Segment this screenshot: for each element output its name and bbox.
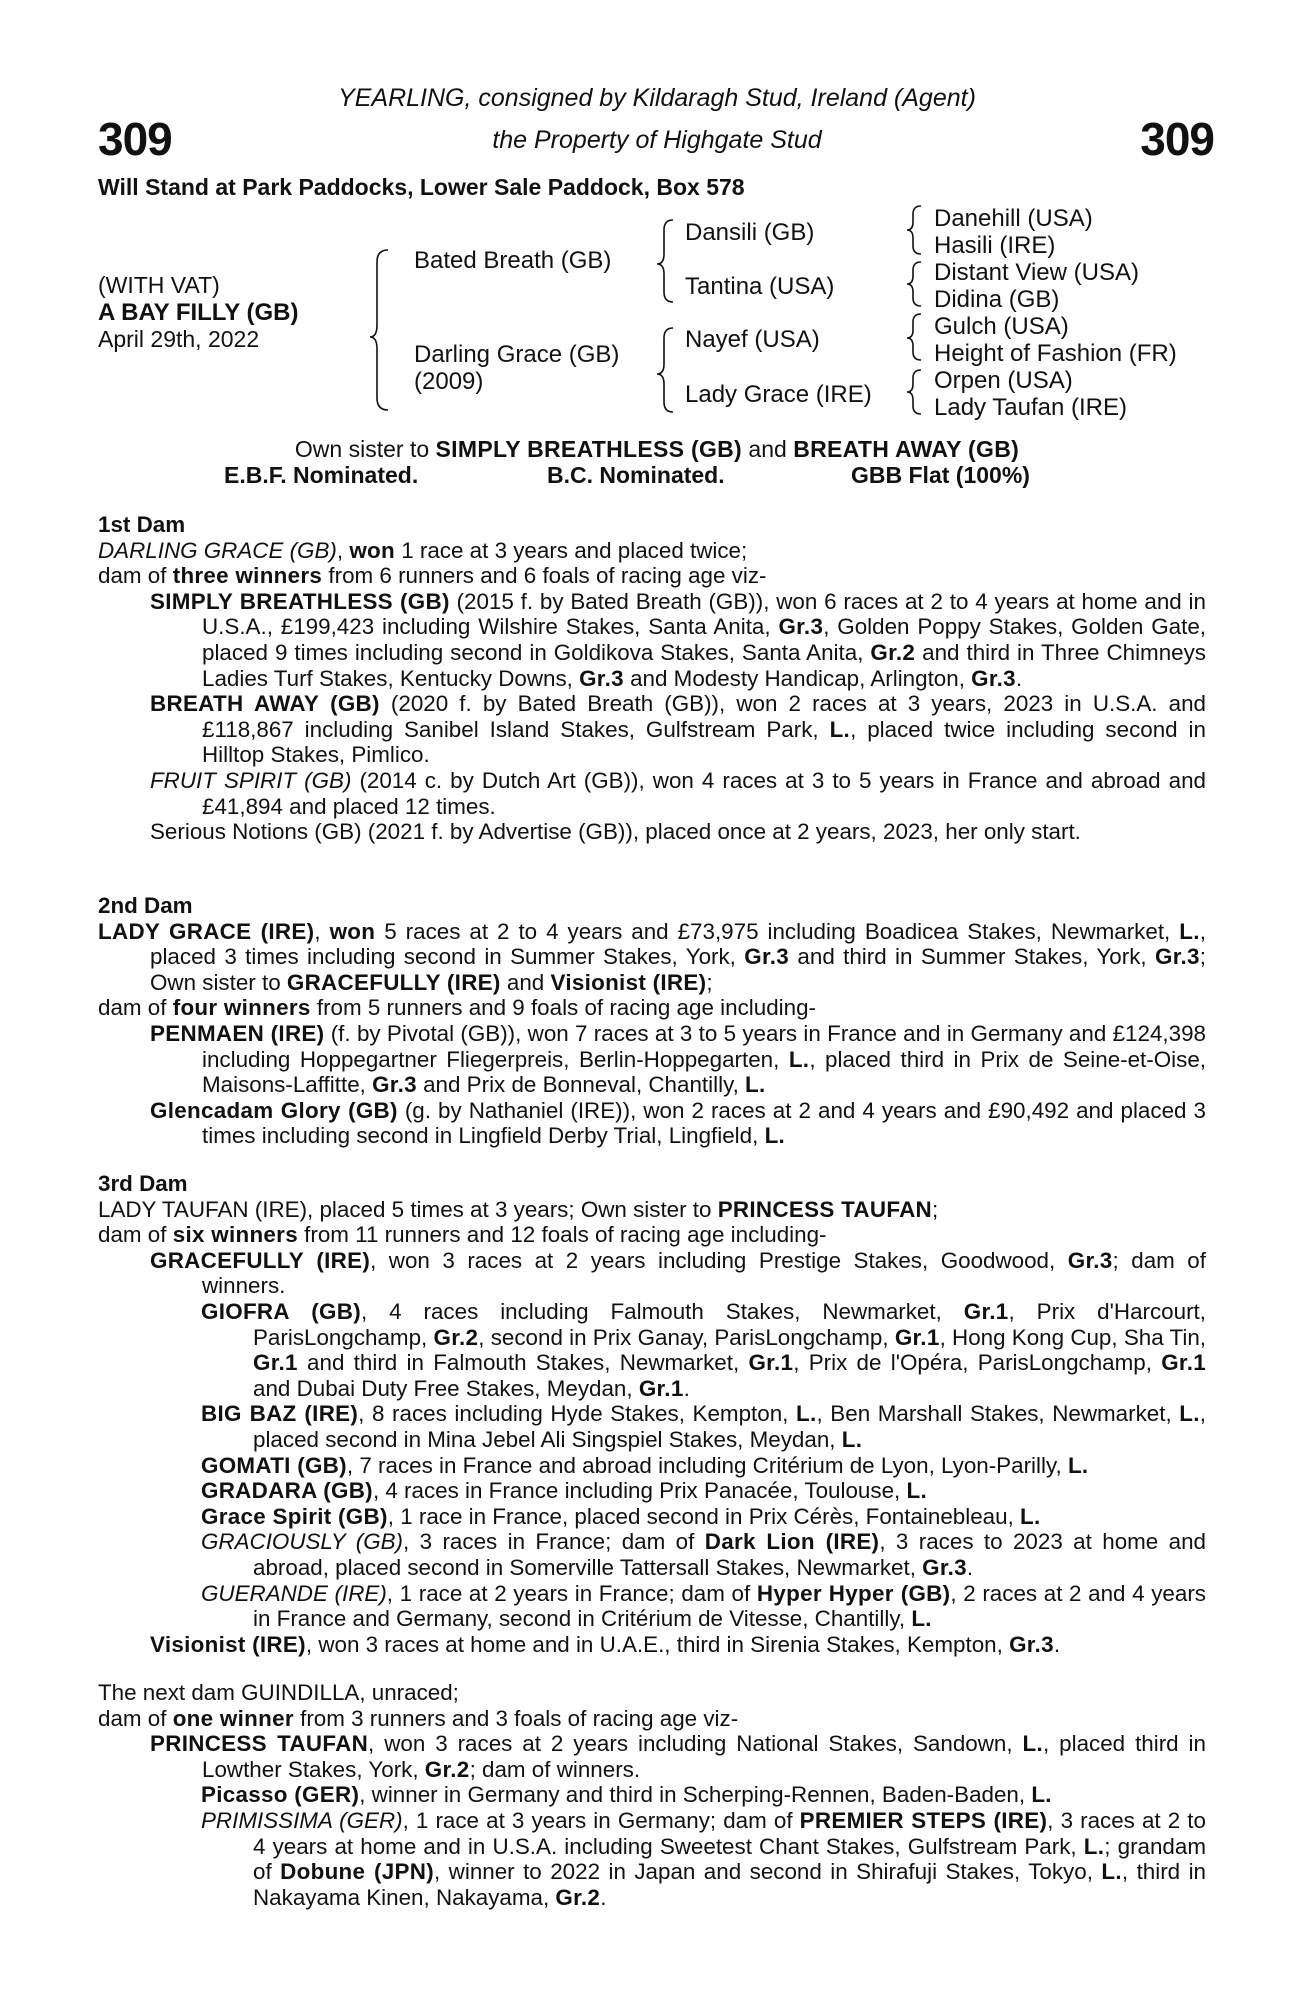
produce-guerande: GUERANDE (IRE), 1 race at 2 years in France; dam of Hyper Hyper (GB), 2 races at 2 and 4 years in France and Germany, second in Critérium de Vitesse, Chantilly, L. bbox=[201, 1580, 1206, 1632]
produce-picasso: Picasso (GER), winner in Germany and third in Scherping-Rennen, Baden-Baden, L. bbox=[201, 1782, 1052, 1808]
first-dam-section bbox=[98, 512, 1206, 845]
third-dam-section bbox=[98, 1171, 1206, 1657]
ebf-nominated: E.B.F. Nominated. bbox=[224, 462, 419, 488]
produce-visionist: Visionist (IRE), won 3 races at home and in U.A.E., third in Sirenia Stakes, Kempton, Gr.3. bbox=[150, 1631, 1061, 1657]
produce-gradara: GRADARA (GB), 4 races in France including Prix Panacée, Toulouse, L. bbox=[201, 1478, 927, 1504]
produce-breath-away: BREATH AWAY (GB) (2020 f. by Bated Breath (GB)), won 2 races at 3 years, 2023 in U.S.A. and £118,867 including Sanibel Island Stakes, Gulfstream Park, L., placed twice including second in Hilltop Stakes, Pimlico. bbox=[150, 691, 1206, 768]
pedigree-sire-sire: Dansili (GB) bbox=[685, 219, 815, 246]
produce-big-baz: BIG BAZ (IRE), 8 races including Hyde Stakes, Kempton, L., Ben Marshall Stakes, Newmarket, L., placed second in Mina Jebel Ali Singspiel Stakes, Meydan, L. bbox=[201, 1401, 1207, 1452]
lot-number-right: 309 bbox=[1140, 113, 1214, 165]
stand-location: Will Stand at Park Paddocks, Lower Sale Paddock, Box 578 bbox=[98, 174, 745, 200]
produce-penmaen: PENMAEN (IRE) (f. by Pivotal (GB)), won 7 races at 3 to 5 years in France and in Germany and £124,398 including Hoppegartner Fliegerpreis, Berlin-Hoppegarten, L., placed third in Prix de Seine-et-Oise, Maisons-Laffitte, Gr.3 and Prix de Bonneval, Chantilly, L. bbox=[150, 1020, 1206, 1098]
first-dam-intro: DARLING GRACE (GB), won 1 race at 3 years and placed twice; bbox=[98, 537, 748, 563]
foaling-date: April 29th, 2022 bbox=[98, 326, 260, 352]
pedigree-dam-dam: Lady Grace (IRE) bbox=[685, 381, 872, 408]
produce-giofra: GIOFRA (GB), 4 races including Falmouth Stakes, Newmarket, Gr.1, Prix d'Harcourt, ParisLongchamp, Gr.2, second in Prix Ganay, ParisLongchamp, Gr.1, Hong Kong Cup, Sha Tin, Gr.1 and third in Falmouth Stakes, Newmarket, Gr.1, Prix de l'Opéra, ParisLongchamp, Gr.1 and Dubai Duty Free Stakes, Meydan, Gr.1. bbox=[201, 1298, 1206, 1401]
pedigree-dam-year: (2009) bbox=[414, 368, 484, 395]
produce-fruit-spirit: FRUIT SPIRIT (GB) (2014 c. by Dutch Art (GB)), won 4 races at 3 to 5 years in France and abroad and £41,894 and placed 12 times. bbox=[150, 767, 1206, 819]
pedigree-dss: Gulch (USA) bbox=[934, 313, 1069, 340]
pedigree-dam-sire: Nayef (USA) bbox=[685, 326, 820, 353]
first-dam-produce: dam of three winners from 6 runners and 6 foals of racing age viz- bbox=[98, 563, 767, 589]
pedigree-ssd: Hasili (IRE) bbox=[934, 232, 1056, 259]
third-dam-produce: dam of six winners from 11 runners and 12 foals of racing age including- bbox=[98, 1222, 827, 1248]
own-sister-prefix: Own sister to bbox=[294, 436, 436, 462]
produce-gracefully: GRACEFULLY (IRE), won 3 races at 2 years including Prestige Stakes, Goodwood, Gr.3; dam of winners. bbox=[150, 1247, 1206, 1299]
next-dam-intro: The next dam GUINDILLA, unraced; bbox=[98, 1680, 459, 1705]
second-dam-section bbox=[98, 893, 1206, 1149]
produce-graciously: GRACIOUSLY (GB), 3 races in France; dam of Dark Lion (IRE), 3 races to 2023 at home and abroad, placed second in Somerville Tattersall Stakes, Newmarket, Gr.3. bbox=[201, 1529, 1206, 1580]
pedigree-ddd: Lady Taufan (IRE) bbox=[934, 394, 1127, 421]
pedigree-sire-dam: Tantina (USA) bbox=[685, 273, 835, 300]
lot-description: A BAY FILLY (GB) bbox=[98, 299, 299, 326]
next-dam-section bbox=[98, 1680, 1206, 1910]
pedigree-dds: Orpen (USA) bbox=[934, 367, 1073, 394]
first-dam-title: 1st Dam bbox=[98, 512, 186, 537]
produce-glencadam-glory: Glencadam Glory (GB) (g. by Nathaniel (IRE)), won 2 races at 2 and 4 years and £90,492 and placed 3 times including second in Lingfield Derby Trial, Lingfield, L. bbox=[150, 1097, 1206, 1149]
vat-note: (WITH VAT) bbox=[98, 272, 220, 298]
second-dam-intro: LADY GRACE (IRE), won 5 races at 2 to 4 years and £73,975 including Boadicea Stakes, Newmarket, L., placed 3 times including second in Summer Stakes, York, Gr.3 and third in Summer Stakes, York, Gr.3; Own sister to GRACEFULLY (IRE) and Visionist (IRE); bbox=[98, 918, 1206, 995]
pedigree-sss: Danehill (USA) bbox=[934, 205, 1093, 232]
consignment-line: YEARLING, consigned by Kildaragh Stud, Ireland (Agent) bbox=[338, 84, 976, 112]
sister-2: BREATH AWAY (GB) bbox=[793, 436, 1020, 462]
produce-gomati: GOMATI (GB), 7 races in France and abroad including Critérium de Lyon, Lyon-Parilly, L. bbox=[201, 1452, 1089, 1478]
pedigree-sds: Distant View (USA) bbox=[934, 259, 1139, 286]
second-dam-produce: dam of four winners from 5 runners and 9 foals of racing age including- bbox=[98, 995, 816, 1021]
bc-nominated: B.C. Nominated. bbox=[547, 462, 725, 488]
sister-1: SIMPLY BREATHLESS (GB) bbox=[435, 436, 743, 462]
produce-grace-spirit: Grace Spirit (GB), 1 race in France, placed second in Prix Cérès, Fontainebleau, L. bbox=[201, 1503, 1041, 1529]
pedigree-dam: Darling Grace (GB) bbox=[414, 341, 620, 368]
next-dam-produce: dam of one winner from 3 runners and 3 foals of racing age viz- bbox=[98, 1705, 739, 1731]
produce-primissima: PRIMISSIMA (GER), 1 race at 3 years in Germany; dam of PREMIER STEPS (IRE), 3 races at 2 to 4 years at home and in U.S.A. including Sweetest Chant Stakes, Gulfstream Park, L.; grandam of Dobune (JPN), winner to 2022 in Japan and second in Shirafuji Stakes, Tokyo, L., third in Nakayama Kinen, Nakayama, Gr.2. bbox=[201, 1807, 1206, 1910]
produce-princess-taufan: PRINCESS TAUFAN, won 3 races at 2 years including National Stakes, Sandown, L., placed third in Lowther Stakes, York, Gr.2; dam of winners. bbox=[150, 1731, 1206, 1782]
pedigree-sire: Bated Breath (GB) bbox=[414, 247, 612, 274]
second-dam-title: 2nd Dam bbox=[98, 893, 193, 918]
and-text: and bbox=[742, 436, 794, 462]
produce-serious-notions: Serious Notions (GB) (2021 f. by Advertise (GB)), placed once at 2 years, 2023, her only start. bbox=[150, 819, 1081, 845]
property-line: the Property of Highgate Stud bbox=[492, 126, 822, 154]
pedigree-dsd: Height of Fashion (FR) bbox=[934, 340, 1177, 367]
produce-simply-breathless: SIMPLY BREATHLESS (GB) (2015 f. by Bated Breath (GB)), won 6 races at 2 to 4 years at home and in U.S.A., £199,423 including Wilshire Stakes, Santa Anita, Gr.3, Golden Poppy Stakes, Golden Gate, placed 9 times including second in Goldikova Stakes, Santa Anita, Gr.2 and third in Three Chimneys Ladies Turf Stakes, Kentucky Downs, Gr.3 and Modesty Handicap, Arlington, Gr.3. bbox=[150, 588, 1207, 691]
lot-number-left: 309 bbox=[98, 113, 172, 165]
third-dam-title: 3rd Dam bbox=[98, 1171, 188, 1196]
pedigree-sdd: Didina (GB) bbox=[934, 286, 1060, 313]
third-dam-intro: LADY TAUFAN (IRE), placed 5 times at 3 years; Own sister to PRINCESS TAUFAN; bbox=[98, 1196, 939, 1222]
own-sister-line bbox=[0, 436, 1314, 463]
gbb-flat: GBB Flat (100%) bbox=[851, 462, 1030, 488]
